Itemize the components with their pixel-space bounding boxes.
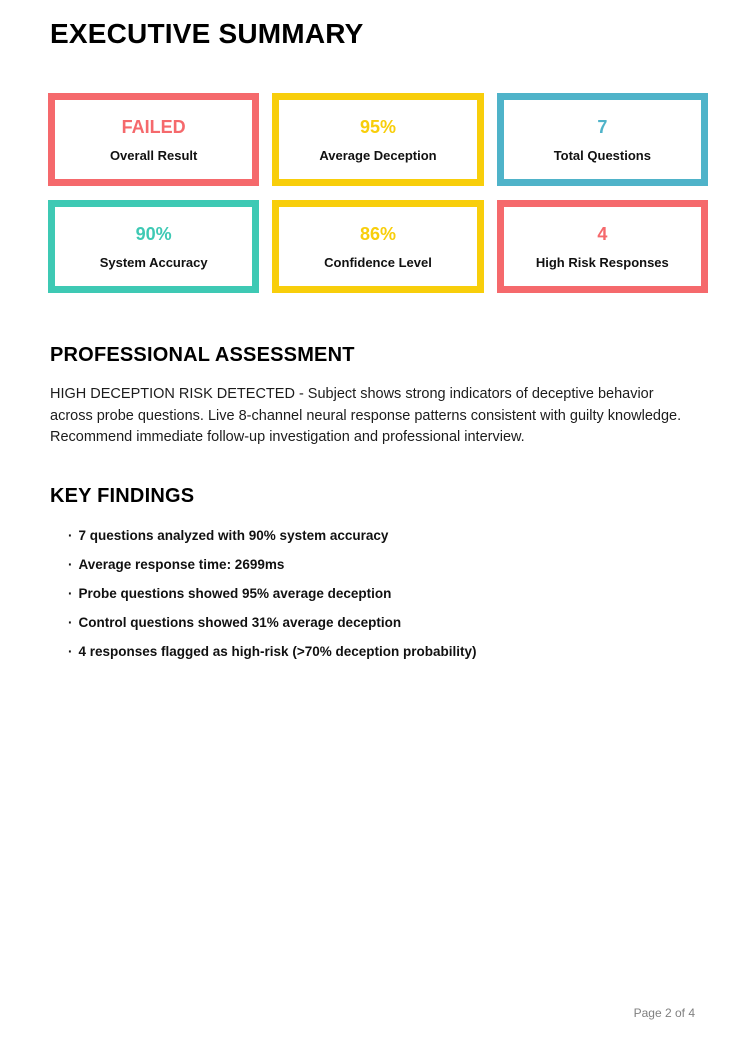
stat-value: 4 [597, 223, 608, 244]
key-finding-item [68, 556, 695, 574]
stat-card-average-deception [272, 93, 483, 186]
key-finding-text: Probe questions showed 95% average deception [78, 585, 392, 601]
stat-value: FAILED [121, 116, 186, 137]
stat-card-high-risk-responses [497, 200, 708, 293]
key-finding-text: 7 questions analyzed with 90% system accuracy [78, 527, 389, 543]
stat-card-system-accuracy [48, 200, 259, 293]
key-finding-text: Average response time: 2699ms [78, 556, 285, 572]
bullet-icon: · [68, 643, 73, 659]
stat-value: 7 [597, 116, 608, 137]
key-findings-list [48, 527, 695, 661]
bullet-icon: · [68, 527, 73, 543]
key-finding-item [68, 614, 695, 632]
professional-assessment-heading: PROFESSIONAL ASSESSMENT [50, 344, 355, 366]
stat-card-overall-result [48, 93, 259, 186]
key-finding-text: Control questions showed 31% average deception [78, 614, 402, 630]
key-finding-item [68, 585, 695, 603]
professional-assessment-section [48, 344, 695, 449]
key-findings-section [48, 485, 695, 661]
stat-label: High Risk Responses [535, 254, 669, 270]
summary-cards-grid [48, 93, 708, 293]
key-finding-item [68, 643, 695, 661]
key-findings-heading: KEY FINDINGS [50, 484, 195, 507]
page-title: EXECUTIVE SUMMARY [50, 18, 364, 49]
stat-value: 86% [359, 223, 396, 244]
page-number: Page 2 of 4 [633, 1006, 695, 1020]
bullet-icon: · [68, 614, 73, 630]
stat-label: Confidence Level [324, 254, 432, 270]
stat-label: Total Questions [553, 147, 651, 163]
stat-label: Average Deception [319, 147, 437, 163]
stat-value: 90% [135, 223, 172, 244]
stat-card-total-questions [497, 93, 708, 186]
bullet-icon: · [68, 556, 73, 572]
stat-card-confidence-level [272, 200, 483, 293]
stat-value: 95% [359, 116, 396, 137]
bullet-icon: · [68, 585, 73, 601]
stat-label: System Accuracy [99, 254, 208, 270]
professional-assessment-body: HIGH DECEPTION RISK DETECTED - Subject shows strong indicators of deceptive behavior across probe questions. Live 8-channel neural response patterns consistent with guilty knowledge. Recommend immediate follow-up investigation and professional interview. [50, 386, 682, 445]
key-finding-item [68, 527, 695, 545]
key-finding-text: 4 responses flagged as high-risk (>70% deception probability) [78, 643, 477, 659]
stat-label: Overall Result [109, 147, 198, 163]
